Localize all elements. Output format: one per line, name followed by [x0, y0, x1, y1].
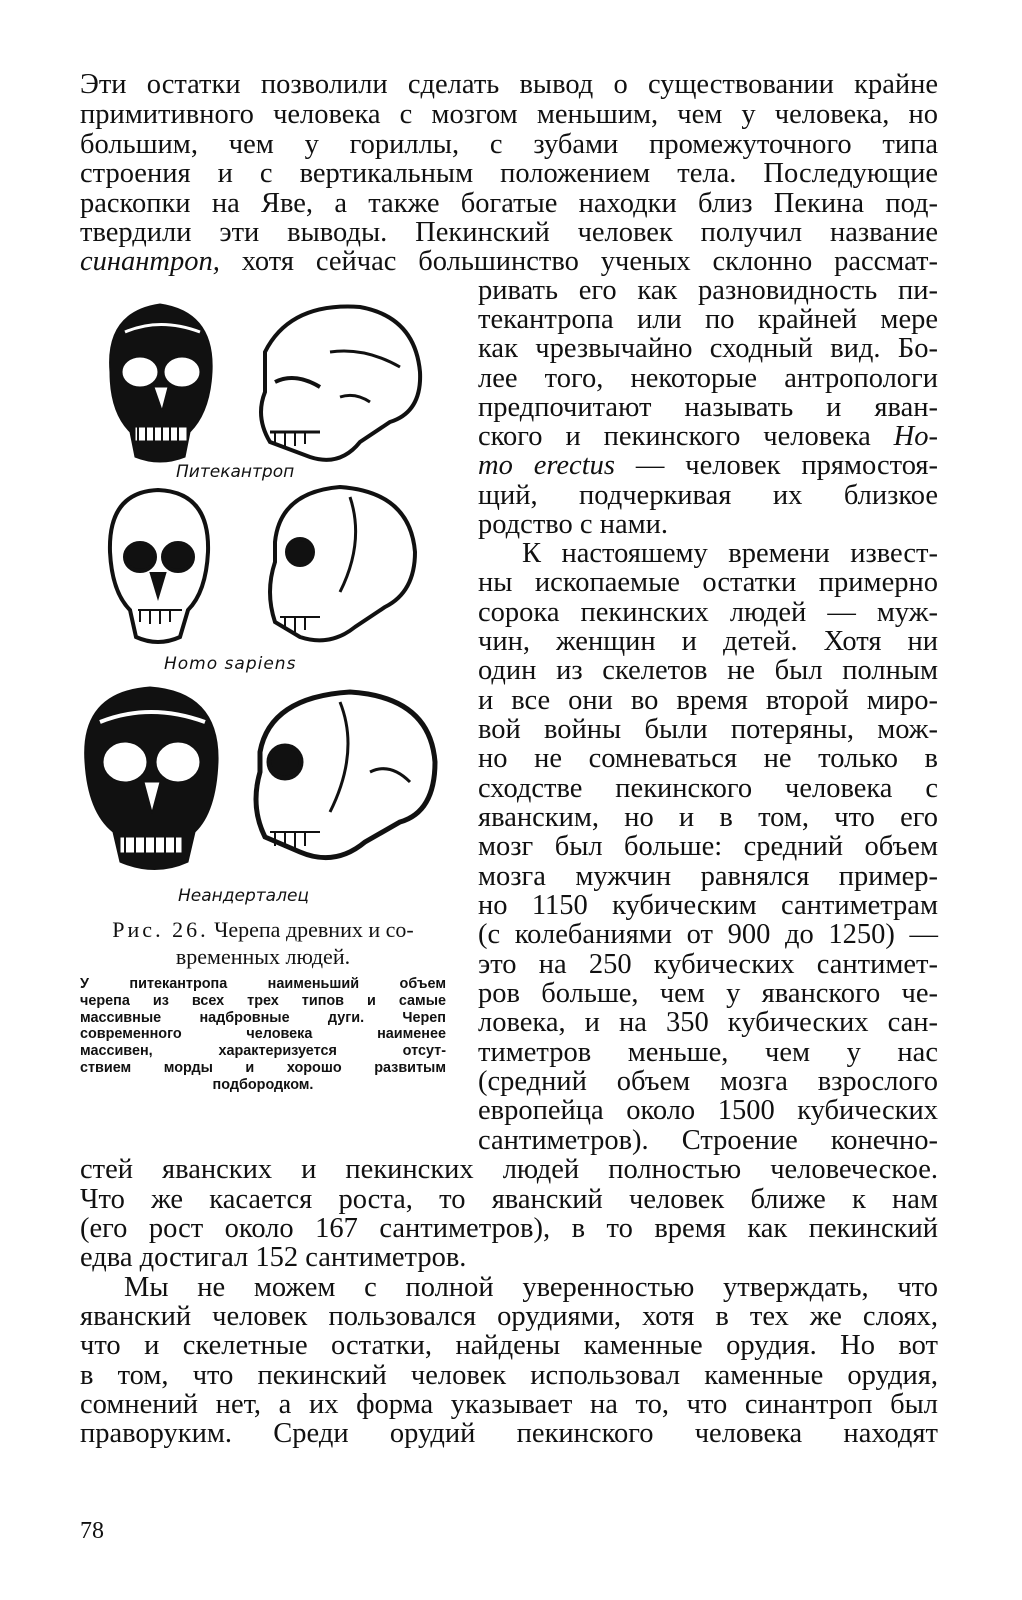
text-line: ров больше, чем у яванского че-	[478, 978, 938, 1009]
note-line: подбородком.	[212, 1076, 314, 1093]
text-line	[478, 451, 938, 481]
note-line: черепа из всех трех типов и самые	[80, 992, 446, 1009]
text-span: — человек прямостоя-	[614, 450, 938, 481]
text-line	[478, 422, 938, 452]
skulls-figure	[80, 292, 460, 912]
italic-term: синантроп,	[80, 246, 220, 277]
caption-line	[80, 916, 446, 943]
text-line: сходстве пекинского человека с	[478, 773, 938, 804]
figure-label-neanderthal: Неандерталец	[178, 886, 309, 906]
text-line: тиметров меньше, чем у нас	[478, 1037, 938, 1068]
text-line: К настояшему времени извест-	[522, 538, 938, 569]
text-line	[80, 247, 938, 277]
note-line: современного человека наименее	[80, 1026, 446, 1043]
homo-sapiens-side-skull	[270, 487, 415, 640]
text-line: сантиметров). Строение конечно-	[478, 1125, 938, 1156]
italic-term: mo erectus	[478, 450, 615, 481]
text-line: едва достигал 152 сантиметров.	[80, 1242, 467, 1273]
caption-line: временных людей.	[175, 944, 351, 969]
text-line: примитивного человека с мозгом меньшим, чем у человека, но	[80, 99, 938, 130]
neanderthal-front-skull	[85, 687, 218, 870]
text-line: (средний объем мозга взрослого	[478, 1066, 938, 1097]
text-line: европейца около 1500 кубических	[478, 1095, 938, 1126]
text-line: праворуким. Среди орудий пекинского человека находят	[80, 1418, 938, 1449]
text-line: раскопки на Яве, а также богатые находки близ Пекина под-	[80, 188, 938, 219]
note-line: ствием морды и хорошо развитым	[80, 1059, 446, 1076]
text-line: ривать его как разновидность пи-	[478, 275, 938, 306]
text-line: ны ископаемые остатки примерно	[478, 567, 938, 598]
text-line: ловека, и на 350 кубических сан-	[478, 1007, 938, 1038]
note-line: массивен, характеризуется отсут-	[80, 1043, 446, 1060]
text-line: текантропа или по крайней мере	[478, 304, 938, 335]
text-line: стей яванских и пекинских людей полностью человеческое.	[80, 1154, 938, 1185]
italic-term: Ho-	[893, 421, 938, 452]
note-line: У питекантропа наименьший объем	[80, 976, 446, 992]
text-line: лее того, некоторые антропологи	[478, 363, 938, 394]
text-line: сорока пекинских людей — муж-	[478, 597, 938, 628]
text-line: но 1150 кубическим сантиметрам	[478, 890, 938, 921]
pithecanthropus-side-skull	[261, 307, 420, 460]
text-line: мозг был больше: средний объем	[478, 831, 938, 862]
homo-sapiens-front-skull	[110, 490, 208, 642]
text-line: (его рост около 167 сантиметров), в то время как пекинский	[80, 1213, 938, 1244]
text-line: Мы не можем с полной уверенностью утверждать, что	[124, 1272, 938, 1303]
neanderthal-side-skull	[256, 692, 435, 858]
text-line: родство с нами.	[478, 509, 669, 540]
text-line: строения и с вертикальным положением тела. Последующие	[80, 158, 938, 189]
text-line: один из скелетов не был полным	[478, 655, 938, 686]
text-span: ского и пекинского человека	[478, 421, 894, 452]
skulls-illustration	[80, 292, 460, 912]
text-line: большим, чем у гориллы, с зубами промежуточного типа	[80, 129, 938, 160]
text-line: в том, что пекинский человек использовал каменные орудия,	[80, 1360, 938, 1391]
text-line: Что же касается роста, то яванский человек ближе к нам	[80, 1184, 938, 1215]
figure-label-pithecanthropus: Питекантроп	[176, 462, 295, 482]
figure-caption	[80, 916, 446, 970]
text-line: что и скелетные остатки, найдены каменные орудия. Но вот	[80, 1330, 938, 1361]
figure-label-homo-sapiens: Homo sapiens	[164, 654, 297, 674]
page-number: 78	[80, 1518, 104, 1544]
text-line: твердили эти выводы. Пекинский человек получил название	[80, 217, 938, 248]
pithecanthropus-front-skull	[110, 304, 213, 462]
text-line: и все они во время второй миро-	[478, 685, 938, 716]
text-line: предпочитают называть и яван-	[478, 392, 938, 423]
note-line: массивные надбровные дуги. Череп	[80, 1009, 446, 1026]
caption-text: Черепа древних и со-	[214, 917, 414, 942]
text-line: яванским, но и в том, что его	[478, 802, 938, 833]
text-line: это на 250 кубических сантимет-	[478, 949, 938, 980]
text-line: вой войны были потеряны, мож-	[478, 714, 938, 745]
text-line: (с колебаниями от 900 до 1250) —	[478, 919, 938, 950]
text-line: Эти остатки позволили сделать вывод о существовании крайне	[80, 69, 938, 100]
figure-note	[80, 976, 446, 1094]
text-line: сомнений нет, а их форма указывает на то, что синантроп был	[80, 1389, 938, 1420]
text-line: яванский человек пользовался орудиями, хотя в тех же слоях,	[80, 1301, 938, 1332]
text-line: чин, женщин и детей. Хотя ни	[478, 626, 938, 657]
text-line: но не сомневаться не только в	[478, 743, 938, 774]
caption-label: Рис. 26.	[112, 917, 209, 942]
text-span: хотя сейчас большинство ученых склонно рассмат-	[219, 246, 938, 277]
text-line: щий, подчеркивая их близкое	[478, 480, 938, 511]
text-line: мозга мужчин равнялся пример-	[478, 861, 938, 892]
text-line: как чрезвычайно сходный вид. Бо-	[478, 333, 938, 364]
